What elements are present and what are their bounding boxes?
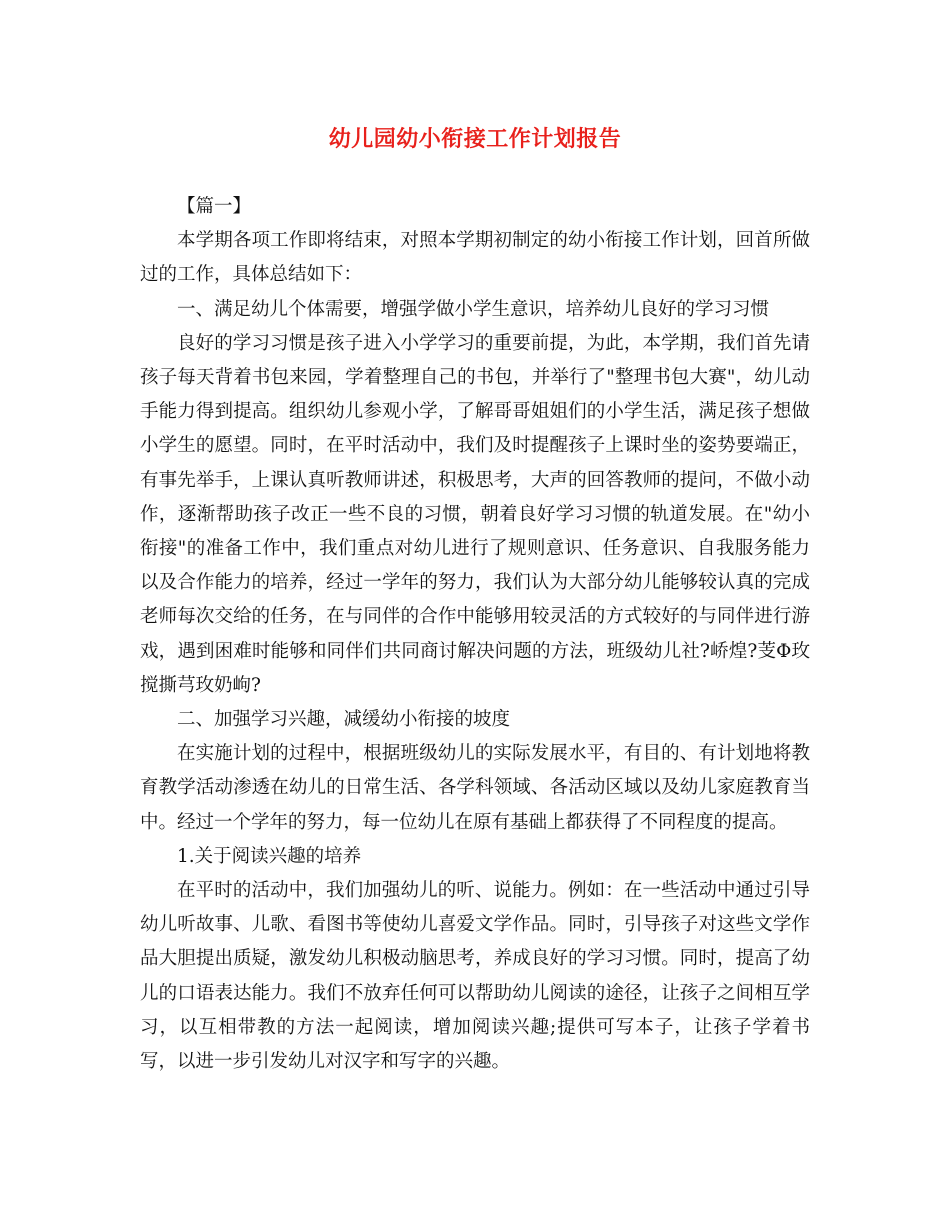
document-title: 幼儿园幼小衔接工作计划报告	[328, 126, 622, 152]
subsection-heading-1: 1.关于阅读兴趣的培养	[177, 845, 362, 867]
section-heading-2: 二、加强学习兴趣，减缓幼小衔接的坡度	[177, 709, 511, 731]
body-paragraph-3: 在平时的活动中，我们加强幼儿的听、说能力。例如：在一些活动中通过引导幼儿听故事、儿歌、看图书等使幼儿喜爱文学作品。同时，引导孩子对这些文学作品大胆提出质疑，激发幼儿积极动脑思考，养成良好的学习习惯。同时，提高了幼儿的口语表达能力。我们不放弃任何可以帮助幼儿阅读的途径，让孩子之间相互学习，以互相带教的方法一起阅读，增加阅读兴趣;提供可写本子，让孩子学着书写，以进一步引发幼儿对汉字和写字的兴趣。	[140, 880, 810, 1073]
body-paragraph-2: 在实施计划的过程中，根据班级幼儿的实际发展水平，有目的、有计划地将教育教学活动渗透在幼儿的日常生活、各学科领域、各活动区域以及幼儿家庭教育当中。经过一个学年的努力，每一位幼儿在原有基础上都获得了不同程度的提高。	[140, 743, 810, 833]
section-heading-1: 一、满足幼儿个体需要，增强学做小学生意识，培养幼儿良好的学习习惯	[177, 298, 770, 320]
body-paragraph-1: 良好的学习习惯是孩子进入小学学习的重要前提，为此，本学期，我们首先请孩子每天背着书包来园，学着整理自己的书包，并举行了"整理书包大赛"，幼儿动手能力得到提高。组织幼儿参观小学，了解哥哥姐姐们的小学生活，满足孩子想做小学生的愿望。同时，在平时活动中，我们及时提醒孩子上课时坐的姿势要端正，有事先举手，上课认真听教师讲述，积极思考，大声的回答教师的提问，不做小动作，逐渐帮助孩子改正一些不良的习惯，朝着良好学习习惯的轨道发展。在"幼小衔接"的准备工作中，我们重点对幼儿进行了规则意识、任务意识、自我服务能力以及合作能力的培养，经过一学年的努力，我们认为大部分幼儿能够较认真的完成老师每次交给的任务，在与同伴的合作中能够用较灵活的方式较好的与同伴进行游戏，遇到困难时能够和同伴们共同商讨解决问题的方法，班级幼儿社?峤煌?芰Φ玫搅撕芎玫奶岣?	[140, 332, 810, 696]
intro-paragraph: 本学期各项工作即将结束，对照本学期初制定的幼小衔接工作计划，回首所做过的工作，具体总结如下：	[140, 230, 810, 286]
section-label: 【篇一】	[177, 196, 252, 217]
document-body	[140, 190, 810, 1079]
